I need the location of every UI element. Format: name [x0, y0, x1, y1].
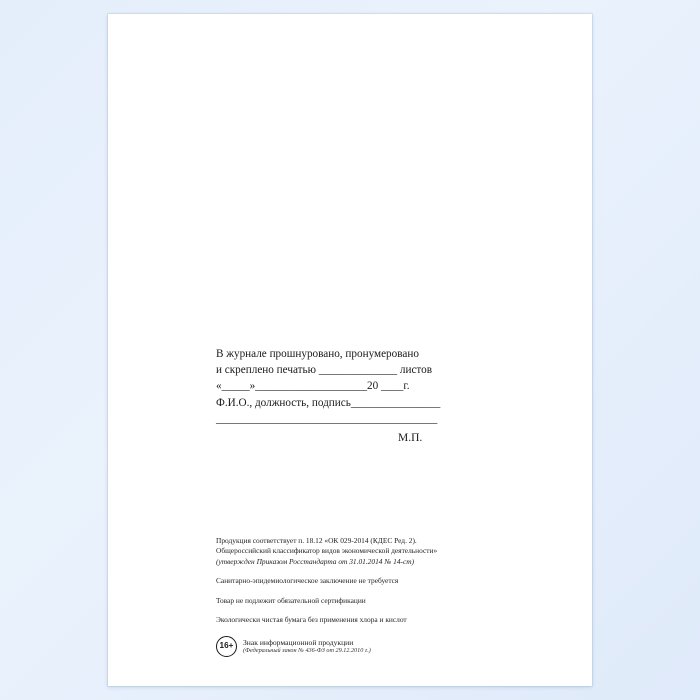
legal-paragraph-okved	[216, 536, 516, 567]
certification-line-2: и скреплено печатью ______________ листов	[216, 364, 433, 377]
legal-notices-block	[216, 536, 516, 625]
certification-blank-line: _________________________________________	[216, 412, 438, 425]
age-rating-law-reference: (Федеральный закон № 436-ФЗ от 29.12.2010 г.)	[243, 647, 371, 655]
age-rating-badge-icon: 16+	[216, 636, 237, 657]
legal-paragraph-sanitary: Санитарно-эпидемиологическое заключение не требуется	[216, 576, 399, 586]
certification-signature-line: Ф.И.О., должность, подпись________________	[216, 396, 441, 409]
age-rating-title: Знак информационной продукции	[243, 637, 354, 647]
legal-paragraph-eco-paper: Экологически чистая бумага без применения хлора и кислот	[216, 615, 407, 625]
certification-block	[216, 346, 516, 427]
document-page	[108, 14, 592, 686]
age-rating-row	[216, 636, 516, 657]
legal-okved-line-3: (утвержден Приказом Росстандарта от 31.01.2014 № 14-ст)	[216, 556, 415, 566]
legal-paragraph-certification: Товар не подлежит обязательной сертификации	[216, 595, 366, 605]
legal-okved-line-1: Продукция соответствует п. 18.12 «ОК 029-2014 (КДЕС Ред. 2).	[216, 536, 417, 545]
certification-line-1: В журнале прошнуровано, пронумеровано	[216, 348, 419, 360]
legal-okved-line-2: Общероссийский классификатор видов экономической деятельности»	[216, 546, 438, 556]
stamp-place-label: М.П.	[398, 432, 423, 444]
age-rating-text-group	[243, 638, 371, 656]
certification-date-line: «_____»____________________20 ____г.	[216, 380, 410, 393]
